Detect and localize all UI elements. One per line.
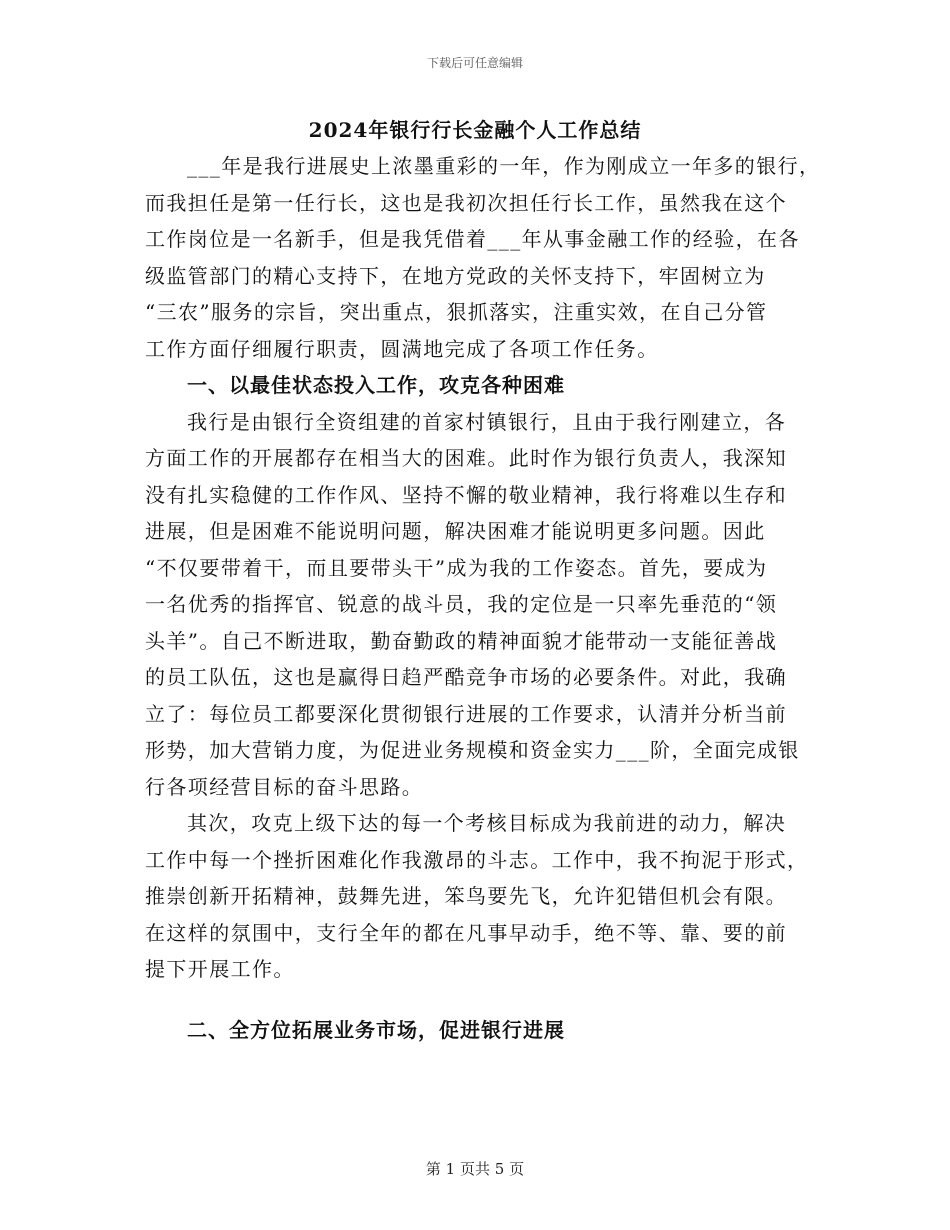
paragraph-line: “三农”服务的宗旨，突出重点，狠抓落实，注重实效，在自己分管 xyxy=(145,300,768,324)
document-body xyxy=(145,148,825,1048)
paragraph-line: 工作方面仔细履行职责，圆满地完成了各项工作任务。 xyxy=(145,336,659,361)
header-note: 下载后可任意编辑 xyxy=(426,56,523,70)
paragraph-line: 工作中每一个挫折困难化作我激昂的斗志。工作中，我不拘泥于形式， xyxy=(145,847,809,872)
document-title: 2024年银行行长金融个人工作总结 xyxy=(308,118,642,142)
paragraph-line: 方面工作的开展都存在相当大的困难。此时作为银行负责人，我深知 xyxy=(145,446,787,470)
paragraph-line: 工作岗位是一名新手，但是我凭借着___年从事金融工作的经验，在各 xyxy=(145,227,800,251)
paragraph-line: 头羊”。自己不断进取，勤奋勤政的精神面貌才能带动一支能征善战 xyxy=(145,628,778,653)
paragraph-line: 的员工队伍，这也是赢得日趋严酷竞争市场的必要条件。对此，我确 xyxy=(145,665,787,689)
paragraph-line: 级监管部门的精心支持下，在地方党政的关怀支持下，牢固树立为 xyxy=(145,263,766,288)
paragraph-line: 我行是由银行全资组建的首家村镇银行，且由于我行刚建立，各 xyxy=(187,409,787,434)
section-heading-1: 一、以最佳状态投入工作，攻克各种困难 xyxy=(187,373,565,397)
paragraph-line: 形势，加大营销力度，为促进业务规模和资金实力___阶，全面完成银 xyxy=(145,738,800,762)
paragraph-line: 一名优秀的指挥官、锐意的战斗员，我的定位是一只率先垂范的“领 xyxy=(145,592,778,616)
page-footer: 第 1 页共 5 页 xyxy=(425,1160,525,1178)
paragraph-line: 推崇创新开拓精神，鼓舞先进，笨鸟要先飞，允许犯错但机会有限。 xyxy=(145,884,787,908)
paragraph-line: 行各项经营目标的奋斗思路。 xyxy=(145,774,424,799)
paragraph-line: 提下开展工作。 xyxy=(145,957,295,981)
paragraph-line: 立了：每位员工都要深化贯彻银行进展的工作要求，认清并分析当前 xyxy=(145,701,787,726)
section-heading-2: 二、全方位拓展业务市场，促进银行进展 xyxy=(187,1017,565,1042)
paragraph-line: 其次，攻克上级下达的每一个考核目标成为我前进的动力，解决 xyxy=(187,811,787,835)
paragraph-line: 进展，但是困难不能说明问题，解决困难才能说明更多问题。因此 xyxy=(145,519,766,543)
paragraph-line: ___年是我行进展史上浓墨重彩的一年，作为刚成立一年多的银行， xyxy=(187,154,821,178)
paragraph-line: 而我担任是第一任行长，这也是我初次担任行长工作，虽然我在这个 xyxy=(145,190,787,215)
paragraph-line: “不仅要带着干，而且要带头干”成为我的工作姿态。首先，要成为 xyxy=(145,555,768,580)
paragraph-line: 在这样的氛围中，支行全年的都在凡事早动手，绝不等、靠、要的前 xyxy=(145,920,787,945)
paragraph-line: 没有扎实稳健的工作作风、坚持不懈的敬业精神，我行将难以生存和 xyxy=(145,482,787,507)
